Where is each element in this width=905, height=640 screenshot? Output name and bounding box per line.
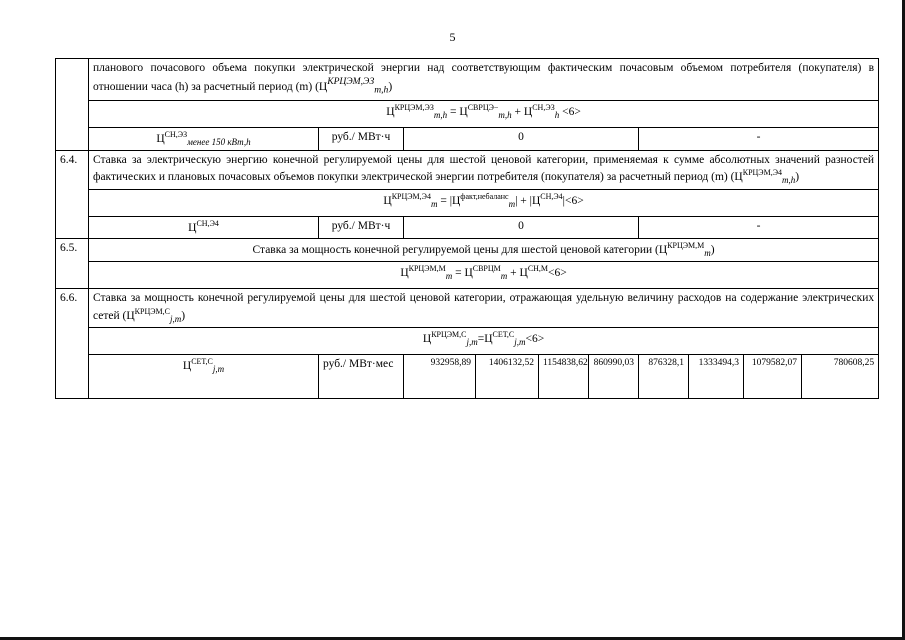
formula-sub: m,h [374,84,389,96]
description-cell: планового почасового объема покупки электрической энергии над соответствующим фактическим почасовым объемом потребителя (покупателя) в отношении часа (h) за расчетный период (m) $(Ц^{КРЦЭМ,ЭЗ}_{m,h})$ [89,59,879,101]
formula-cell: $Ц^{КРЦЭМ,ЭЗ}_{m,h} = Ц^{СВРЦЭ-}_{m,h} + Ц^{СН,ЭЗ}_h <6>$ [89,100,879,127]
value-row [56,216,879,238]
value-row [56,127,879,150]
row-number-cell [56,59,89,151]
section-6-6 [56,289,879,328]
formula-sup: КРЦЭМ,ЭЗ [327,76,375,88]
page-number: 5 [449,30,456,44]
value-cell: 876328,1 [639,355,689,399]
value-cell: 780608,25 [802,355,879,399]
description-text: планового почасового объема покупки электрической энергии над соответствующим фактическим почасовым объемом потребителя (покупателя) в отношении часа (h) за расчетный период (m) (Ц [93,62,875,93]
value-cell: 1079582,07 [744,355,802,399]
tariff-table [55,58,879,399]
value-cell: 860990,03 [589,355,639,399]
value-cell: 1154838,62 [539,355,589,399]
description-cell: Ставка за мощность конечной регулируемой цены для шестой ценовой категории, отражающая удельную величину расходов на содержание электрических сетей $(Ц^{КРЦЭМ,С}_{j,m})$ [89,289,879,328]
value-cell: 932958,89 [404,355,476,399]
row-number: 6.5. [56,238,89,288]
row-number: 6.6. [56,289,89,399]
description-cell: Ставка за мощность конечной регулируемой цены для шестой ценовой категории $(Ц^{КРЦЭМ,М}_m)$ [89,238,879,261]
dash-cell: - [639,216,879,238]
value-cell: 0 [404,127,639,150]
section-6-5 [56,238,879,261]
value-cell: 1333494,3 [689,355,744,399]
row-number: 6.4. [56,150,89,238]
unit-cell: руб./ МВт·ч [319,216,404,238]
value-cell: 1406132,52 [476,355,539,399]
formula-row [56,100,879,127]
formula-row [56,328,879,355]
formula-cell: $Ц^{КРЦЭМ,С}_{j,m}=Ц^{СЕТ,С}_{j,m}<6>$ [89,328,879,355]
description-cell: Ставка за электрическую энергию конечной регулируемой цены для шестой ценовой категории, применяемая к сумме абсолютных значений разностей фактических и плановых почасовых объемов покупки электрической энергии потребителя (покупателя) за расчетный период (m) $(Ц^{КРЦЭМ,Э4}_{m,h})$ [89,150,879,189]
formula-cell: $Ц^{КРЦЭМ,М}_m = Ц^{СВРЦМ}_m + Ц^{СН,М}<6>$ [89,262,879,289]
param-cell: $Ц^{СЕТ,С}_{j,m}$ [89,355,319,399]
formula-row [56,262,879,289]
unit-cell: руб./ МВт·мес [319,355,404,399]
continuation-row [56,59,879,101]
formula-row [56,189,879,216]
value-row [56,355,879,399]
formula-cell: $Ц^{КРЦЭМ,Э4}_m = |Ц^{факт,небаланс}_m| + |Ц^{СН,Э4}|<6>$ [89,189,879,216]
value-cell: 0 [404,216,639,238]
unit-cell: руб./ МВт·ч [319,127,404,150]
param-cell: $Ц^{СН,ЭЗ}_{менее 150 кВт,h}$ [89,127,319,150]
param-cell: $Ц^{СН,Э4}$ [89,216,319,238]
section-6-4 [56,150,879,189]
dash-cell: - [639,127,879,150]
